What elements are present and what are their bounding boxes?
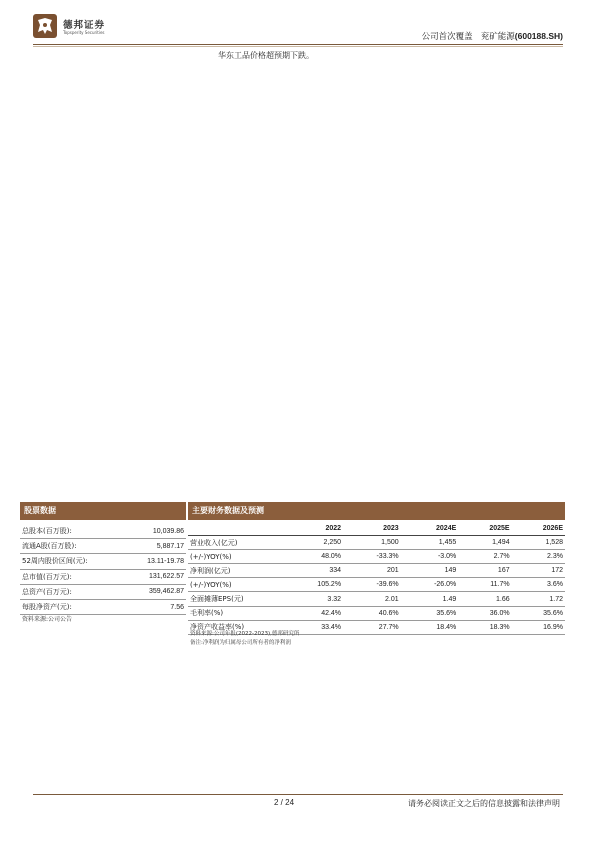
cell: 33.4% — [282, 620, 343, 634]
cell: 1.72 — [512, 592, 565, 606]
intro-text: 华东工品价格超预期下跌。 — [218, 51, 314, 60]
row-label: (+/-)YOY(%) — [188, 578, 282, 592]
cell: -33.3% — [343, 550, 401, 564]
header-divider-secondary — [33, 46, 563, 47]
row-value: 359,462.87 — [125, 584, 186, 599]
cell: 27.7% — [343, 620, 401, 634]
cell: 36.0% — [458, 606, 511, 620]
company-logo — [33, 14, 133, 42]
row-label: 全面摊薄EPS(元) — [188, 592, 282, 606]
ticker: (600188.SH) — [514, 31, 563, 41]
cell: 1.49 — [401, 592, 459, 606]
row-value: 7.56 — [125, 599, 186, 614]
row-label: 总资产(百万元): — [20, 584, 125, 599]
table-row — [188, 578, 565, 592]
table-row — [20, 524, 186, 539]
row-label: 净利润(亿元) — [188, 564, 282, 578]
logo-text-cn: 德邦证券 — [63, 20, 106, 31]
company-name: 兖矿能源 — [480, 32, 515, 42]
cell: 201 — [343, 564, 401, 578]
table-row — [20, 554, 186, 569]
cell: 42.4% — [282, 606, 343, 620]
table-row — [20, 569, 186, 584]
cell: 11.7% — [458, 578, 511, 592]
year-header: 2022 — [282, 522, 343, 536]
cell: -39.6% — [343, 578, 401, 592]
table-row — [188, 536, 565, 550]
row-label: 毛利率(%) — [188, 606, 282, 620]
cell: 167 — [458, 564, 511, 578]
cell: 1,455 — [401, 536, 459, 550]
cell: 3.32 — [282, 592, 343, 606]
table-row — [188, 592, 565, 606]
cell: 2,250 — [282, 536, 343, 550]
cell: 3.6% — [512, 578, 565, 592]
stock-data-table — [20, 524, 186, 615]
year-header: 2025E — [458, 522, 511, 536]
logo-text-en: Topsperity Securities — [63, 30, 105, 35]
table-row — [188, 564, 565, 578]
cell: 18.4% — [401, 620, 459, 634]
financial-source: 资料来源:公司年报(2022-2023),德邦研究所 — [190, 631, 300, 637]
row-label: 每股净资产(元): — [20, 599, 125, 614]
financial-forecast-title: 主要财务数据及预测 — [188, 502, 565, 520]
report-type: 公司首次覆盖 — [421, 32, 473, 42]
bull-logo-icon — [33, 14, 57, 38]
row-value: 10,039.86 — [125, 524, 186, 539]
row-label: (+/-)YOY(%) — [188, 550, 282, 564]
row-label: 总股本(百万股): — [20, 524, 125, 539]
cell: -26.0% — [401, 578, 459, 592]
financial-forecast-table — [188, 522, 565, 635]
row-label: 流通A股(百万股): — [20, 539, 125, 554]
year-header: 2026E — [512, 522, 565, 536]
footer-disclaimer: 请务必阅读正文之后的信息披露和法律声明 — [408, 799, 560, 808]
cell: 1,528 — [512, 536, 565, 550]
header-divider — [33, 44, 563, 45]
stock-data-source: 资料来源:公司公告 — [22, 616, 73, 623]
table-row — [20, 539, 186, 554]
cell: 16.9% — [512, 620, 565, 634]
year-header: 2023 — [343, 522, 401, 536]
cell: 149 — [401, 564, 459, 578]
row-label: 总市值(百万元): — [20, 569, 125, 584]
cell: -3.0% — [401, 550, 459, 564]
table-row — [188, 550, 565, 564]
row-value: 13.11-19.78 — [125, 554, 186, 569]
report-header — [422, 30, 563, 42]
cell: 105.2% — [282, 578, 343, 592]
table-header-row — [188, 522, 565, 536]
table-row — [188, 606, 565, 620]
cell: 40.6% — [343, 606, 401, 620]
row-label: 净资产收益率(%) — [188, 620, 282, 634]
header-blank — [188, 522, 282, 536]
page-number: 2 / 24 — [274, 798, 295, 807]
cell: 334 — [282, 564, 343, 578]
footer-divider — [33, 794, 563, 795]
row-value: 5,887.17 — [125, 539, 186, 554]
cell: 1,494 — [458, 536, 511, 550]
cell: 35.6% — [401, 606, 459, 620]
cell: 1.66 — [458, 592, 511, 606]
stock-data-title: 股票数据 — [20, 502, 186, 520]
row-label: 营业收入(亿元) — [188, 536, 282, 550]
row-label: 52周内股价区间(元): — [20, 554, 125, 569]
cell: 2.3% — [512, 550, 565, 564]
cell: 48.0% — [282, 550, 343, 564]
table-row — [20, 584, 186, 599]
year-header: 2024E — [401, 522, 459, 536]
cell: 2.7% — [458, 550, 511, 564]
cell: 1,500 — [343, 536, 401, 550]
row-value: 131,622.57 — [125, 569, 186, 584]
cell: 172 — [512, 564, 565, 578]
table-row — [20, 599, 186, 614]
cell: 35.6% — [512, 606, 565, 620]
cell: 2.01 — [343, 592, 401, 606]
financial-note: 备注:净利润为归属母公司所有者的净利润 — [190, 640, 291, 646]
cell: 18.3% — [458, 620, 511, 634]
